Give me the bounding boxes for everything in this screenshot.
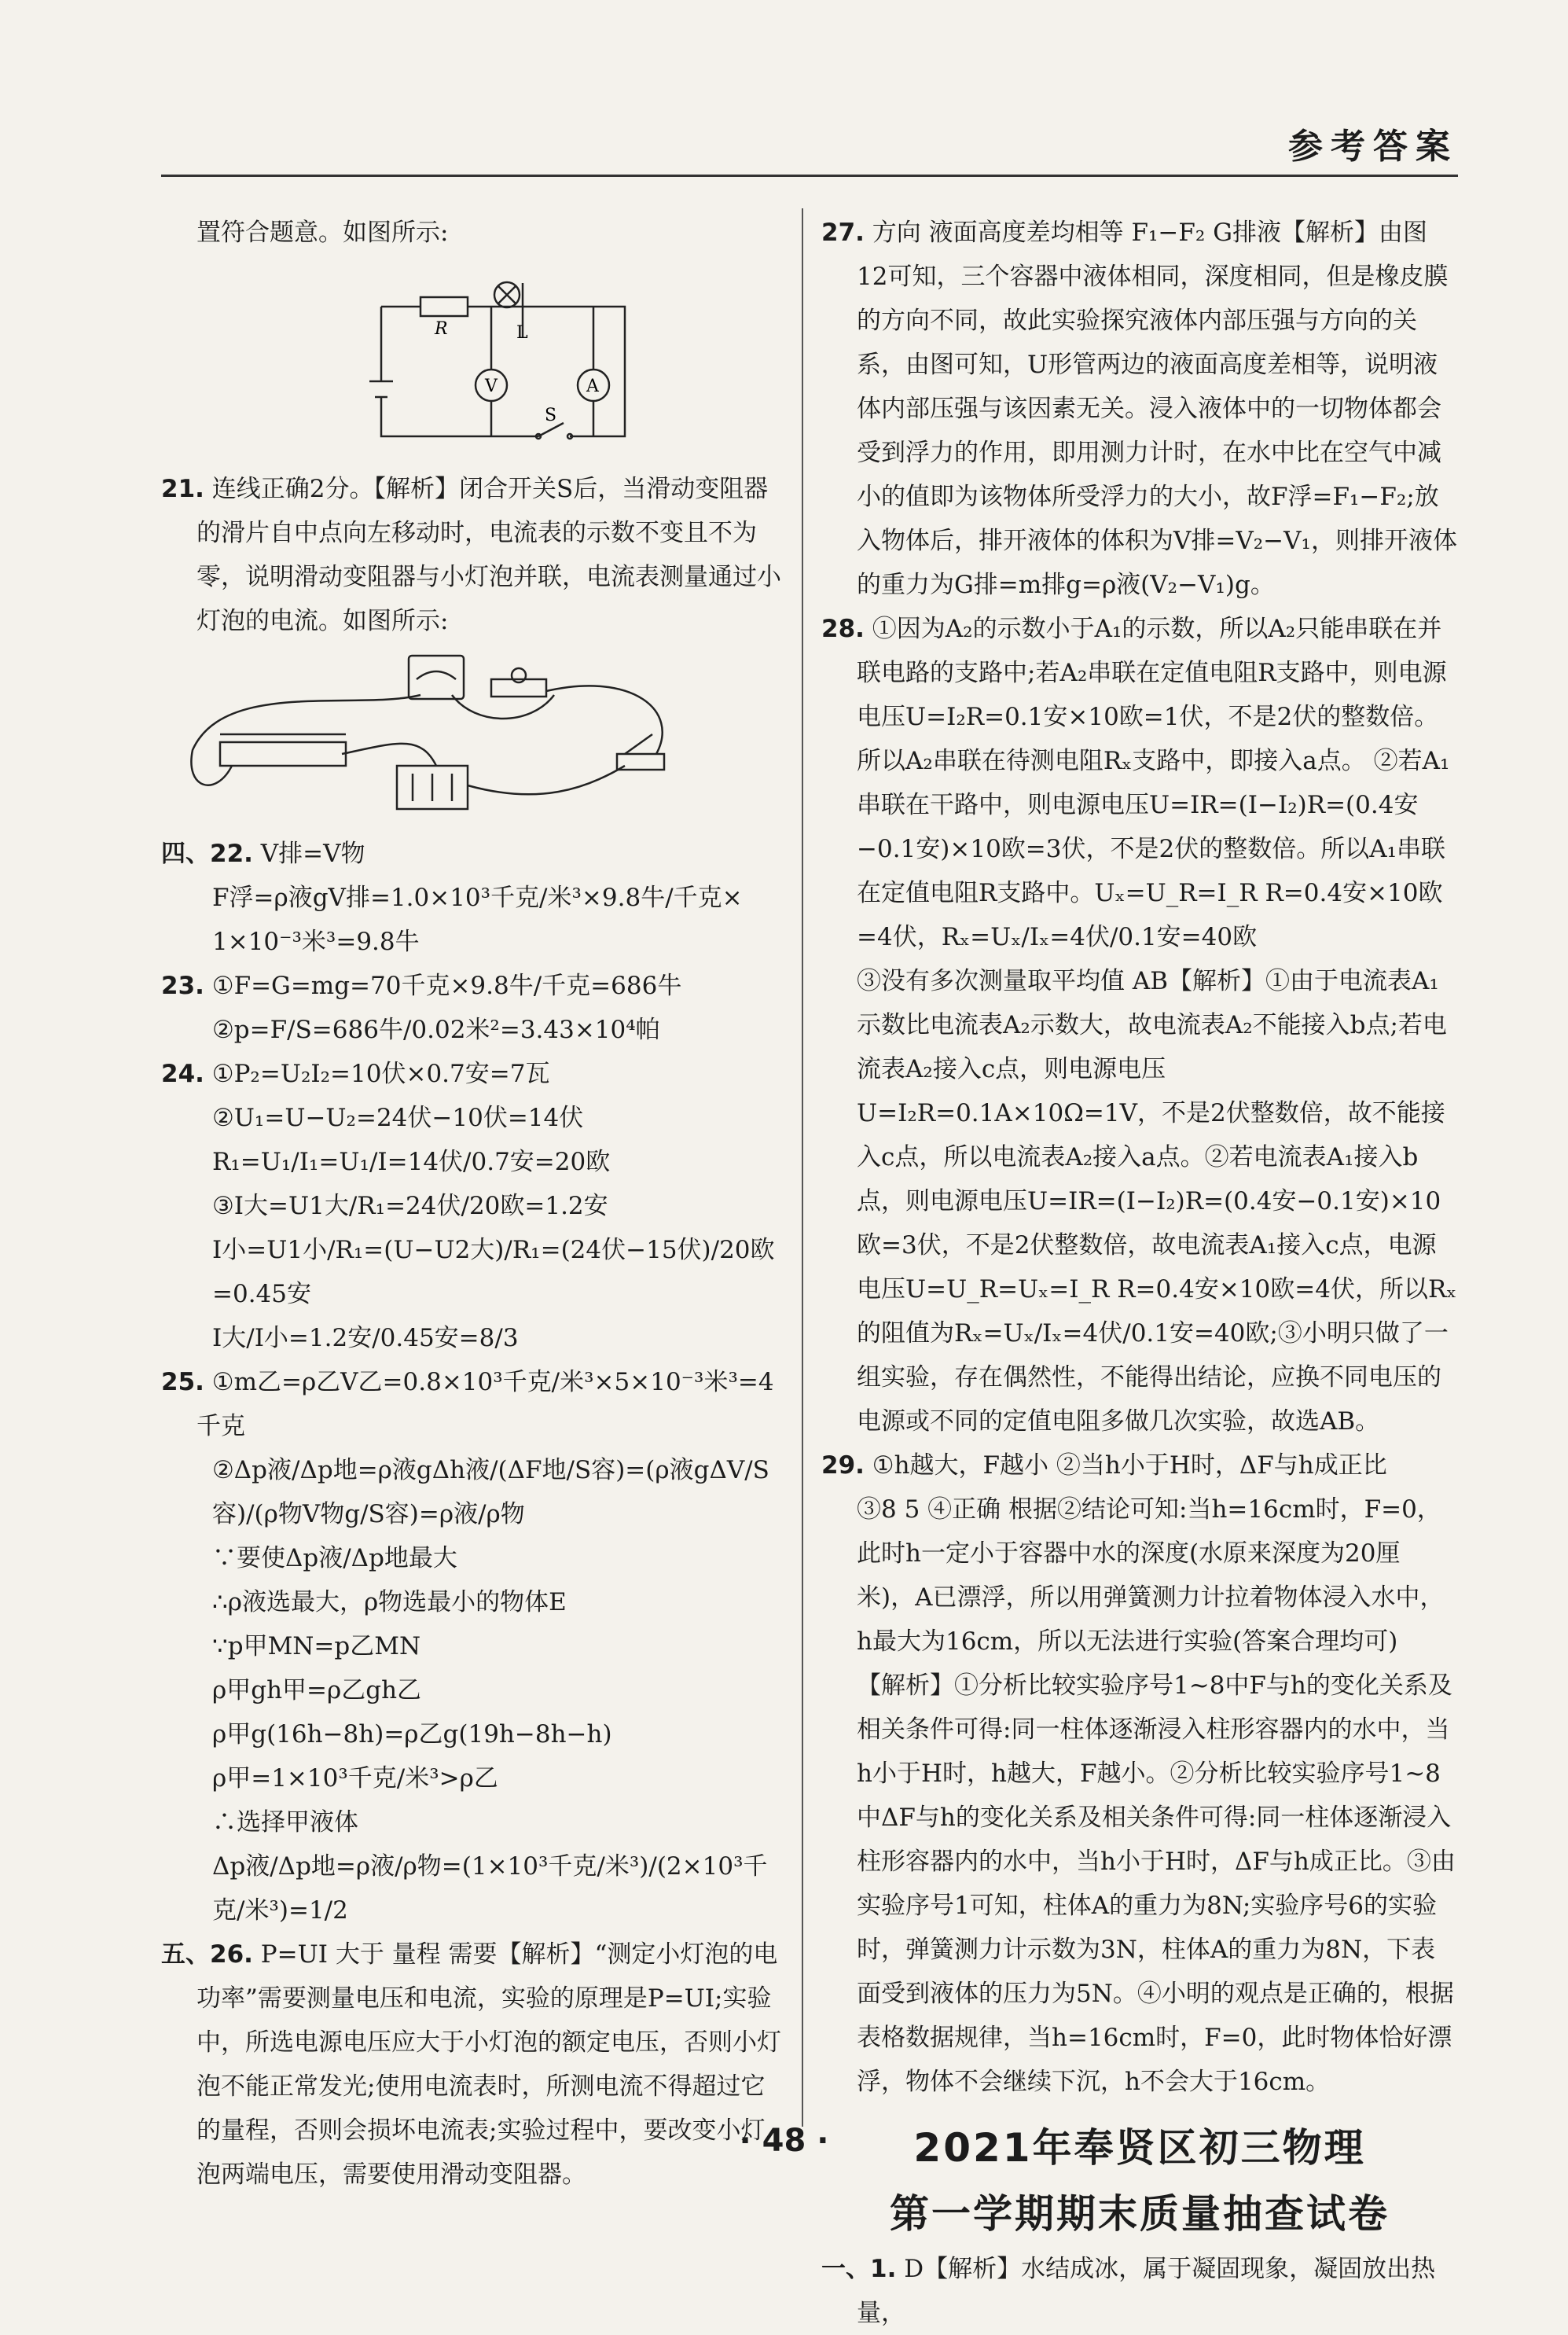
q26-text: P=UI 大于 量程 需要【解析】“测定小灯泡的电功率”需要测量电压和电流，实验的原理是P=UI;实验中，所选电源电压应大于小灯泡的额定电压，否则小灯泡不能正常发光;使用电流表时，所测电流不得超过它的量程，否则会损坏电流表;实验过程中，要改变小灯泡两端电压，需要使用滑动变阻器。 [196,1940,781,2189]
q22-line-1: V排=V物 [260,840,365,868]
column-divider [802,208,803,2127]
q29-part-2: ③8 5 ④正确 根据②结论可知:当h=16cm时，F=0，此时h一定小于容器中水的深度(水原来深度为20厘米)，A已漂浮，所以用弹簧测力计拉着物体浸入水中，h最大为16cm，所以无法进行实验(答案合理均可) [857,1495,1445,1656]
q25-line-6: ρ甲gh甲=ρ乙gh乙 [212,1676,422,1704]
right-column [821,211,1458,2335]
question-22 [161,832,782,876]
q24-line-6: I大/I小=1.2安/0.45安=8/3 [212,1324,519,1352]
q1-number: 一、1. [821,2255,897,2283]
question-25 [161,1360,782,1448]
q25-line-5: ∵p甲MN=p乙MN [212,1632,421,1660]
q25-line-8: ρ甲=1×10³千克/米³>ρ乙 [212,1764,498,1793]
q22-line-3: 1×10⁻³米³=9.8牛 [212,928,420,956]
wiring-illustration [161,648,782,813]
q28-part-1: ①因为A₂的示数小于A₁的示数，所以A₂只能串联在并联电路的支路中;若A₂串联在定值电阻R支路中，则电源电压U=I₂R=0.1安×10欧=1伏，不是2伏的整数倍。所以A₂串联在待测电阻Rₓ支路中，即接入a点。 ②若A₁串联在干路中，则电源电压U=IR=(I−I₂)R=(0.4安−0.1安)×10欧=3伏，不是2伏的整数倍。所以A₁串联在定值电阻R支路中。Uₓ=U_R=I_R R=0.4安×10欧=4伏，Rₓ=Uₓ/Iₓ=4伏/0.1安=40欧 [857,615,1450,951]
q25-line-4: ∴ρ液选最大，ρ物选最小的物体E [212,1588,567,1616]
voltmeter-label: V [485,377,498,396]
q28-part-2: ③没有多次测量取平均值 AB【解析】①由于电流表A₁示数比电流表A₂示数大，故电流表A₂不能接入b点;若电流表A₂接入c点，则电源电压U=I₂R=0.1A×10Ω=1V，不是2伏整数倍，故不能接入c点，所以电流表A₂接入a点。②若电流表A₁接入b点，则电源电压U=IR=(I−I₂)R=(0.4安−0.1安)×10欧=3伏，不是2伏整数倍，故电流表A₁接入c点，电源电压U=U_R=Uₓ=I_R R=0.4安×10欧=4伏，所以Rₓ的阻值为Rₓ=Uₓ/Iₓ=4伏/0.1安=40欧;③小明只做了一组实验，存在偶然性，不能得出结论，应换不同电压的电源或不同的定值电阻多做几次实验，故选AB。 [857,967,1457,1436]
q29-part-1: ①h越大，F越小 ②当h小于H时，ΔF与h成正比 [872,1451,1387,1480]
question-1 [821,2247,1458,2335]
question-29 [821,1443,1458,1487]
question-21 [161,467,782,643]
q24-number: 24. [161,1060,204,1088]
question-23 [161,964,782,1008]
switch-label: S [545,406,557,425]
question-24 [161,1052,782,1096]
resistor-label: R [435,319,448,339]
q23-number: 23. [161,972,204,1000]
q22-line-2: F浮=ρ液gV排=1.0×10³千克/米³×9.8牛/千克× [212,884,743,912]
q24-line-3: R₁=U₁/I₁=U₁/I=14伏/0.7安=20欧 [212,1148,611,1176]
page-header-title: 参考答案 [1288,127,1458,167]
q28-number: 28. [821,615,865,643]
q24-line-5: I小=U1小/R₁=(U−U2大)/R₁=(24伏−15伏)/20欧=0.45安 [212,1236,775,1308]
question-27 [821,211,1458,607]
q25-line-2: ②Δp液/Δp地=ρ液gΔh液/(ΔF地/S容)=(ρ液gΔV/S容)/(ρ物V物g/S容)=ρ液/ρ物 [212,1456,769,1528]
q29-number: 29. [821,1451,865,1480]
q27-number: 27. [821,219,865,247]
left-column [161,211,782,2197]
q24-line-2: ②U₁=U−U₂=24伏−10伏=14伏 [212,1104,584,1132]
q24-line-4: ③I大=U1大/R₁=24伏/20欧=1.2安 [212,1192,608,1220]
q25-line-1: ①m乙=ρ乙V乙=0.8×10³千克/米³×5×10⁻³米³=4千克 [196,1368,774,1440]
header-rule [161,175,1458,177]
q27-text: 方向 液面高度差均相等 F₁−F₂ G排液【解析】由图12可知，三个容器中液体相同，深度相同，但是橡皮膜的方向不同，故此实验探究液体内部压强与方向的关系，由图可知，U形管两边的液面高度差相等，说明液体内部压强与该因素无关。浸入液体中的一切物体都会受到浮力的作用，即用测力计时，在水中比在空气中减小的值即为该物体所受浮力的大小，故F浮=F₁−F₂;放入物体后，排开液体的体积为V排=V₂−V₁，则排开液体的重力为G排=m排g=ρ液(V₂−V₁)g。 [857,219,1457,599]
lamp-label: L [516,323,528,343]
circuit-diagram [161,259,782,448]
q25-line-10: Δp液/Δp地=ρ液/ρ物=(1×10³千克/米³)/(2×10³千克/米³)=1/2 [212,1852,768,1925]
q21-text: 连线正确2分。【解析】闭合开关S后，当滑动变阻器的滑片自中点向左移动时，电流表的示数不变且不为零，说明滑动变阻器与小灯泡并联，电流表测量通过小灯泡的电流。如图所示: [196,475,781,635]
q23-line-1: ①F=G=mg=70千克×9.8牛/千克=686牛 [211,972,682,1000]
q21-number: 21. [161,475,204,503]
q23-line-2: ②p=F/S=686牛/0.02米²=3.43×10⁴帕 [212,1016,660,1044]
question-28 [821,607,1458,959]
q25-line-9: ∴选择甲液体 [212,1808,358,1837]
exam-title-line-1: 2021年奉贤区初三物理 [913,2125,1366,2171]
q24-line-1: ①P₂=U₂I₂=10伏×0.7安=7瓦 [211,1060,550,1088]
exam-title-line-2: 第一学期期末质量抽查试卷 [890,2191,1390,2237]
page-number: · 48 · [739,2123,829,2159]
q25-line-7: ρ甲g(16h−8h)=ρ乙g(19h−8h−h) [212,1720,612,1748]
intro-line: 置符合题意。如图所示: [196,219,449,247]
q1-text: D【解析】水结成冰，属于凝固现象，凝固放出热量， [857,2255,1436,2327]
q25-number: 25. [161,1368,204,1396]
q25-line-3: ∵要使Δp液/Δp地最大 [212,1544,457,1572]
q22-number: 四、22. [161,840,253,868]
ammeter-label: A [586,377,599,396]
q29-part-3: 【解析】①分析比较实验序号1~8中F与h的变化关系及相关条件可得:同一柱体逐渐浸入柱形容器内的水中，当h小于H时，h越大，F越小。②分析比较实验序号1~8中ΔF与h的变化关系及相关条件可得:同一柱体逐渐浸入柱形容器内的水中，当h小于H时，ΔF与h成正比。③由实验序号1可知，柱体A的重力为8N;实验序号6的实验时，弹簧测力计示数为3N，柱体A的重力为8N，下表面受到液体的压力为5N。④小明的观点是正确的，根据表格数据规律，当h=16cm时，F=0，此时物体恰好漂浮，物体不会继续下沉，h不会大于16cm。 [857,1671,1456,2096]
q26-number: 五、26. [161,1940,253,1969]
